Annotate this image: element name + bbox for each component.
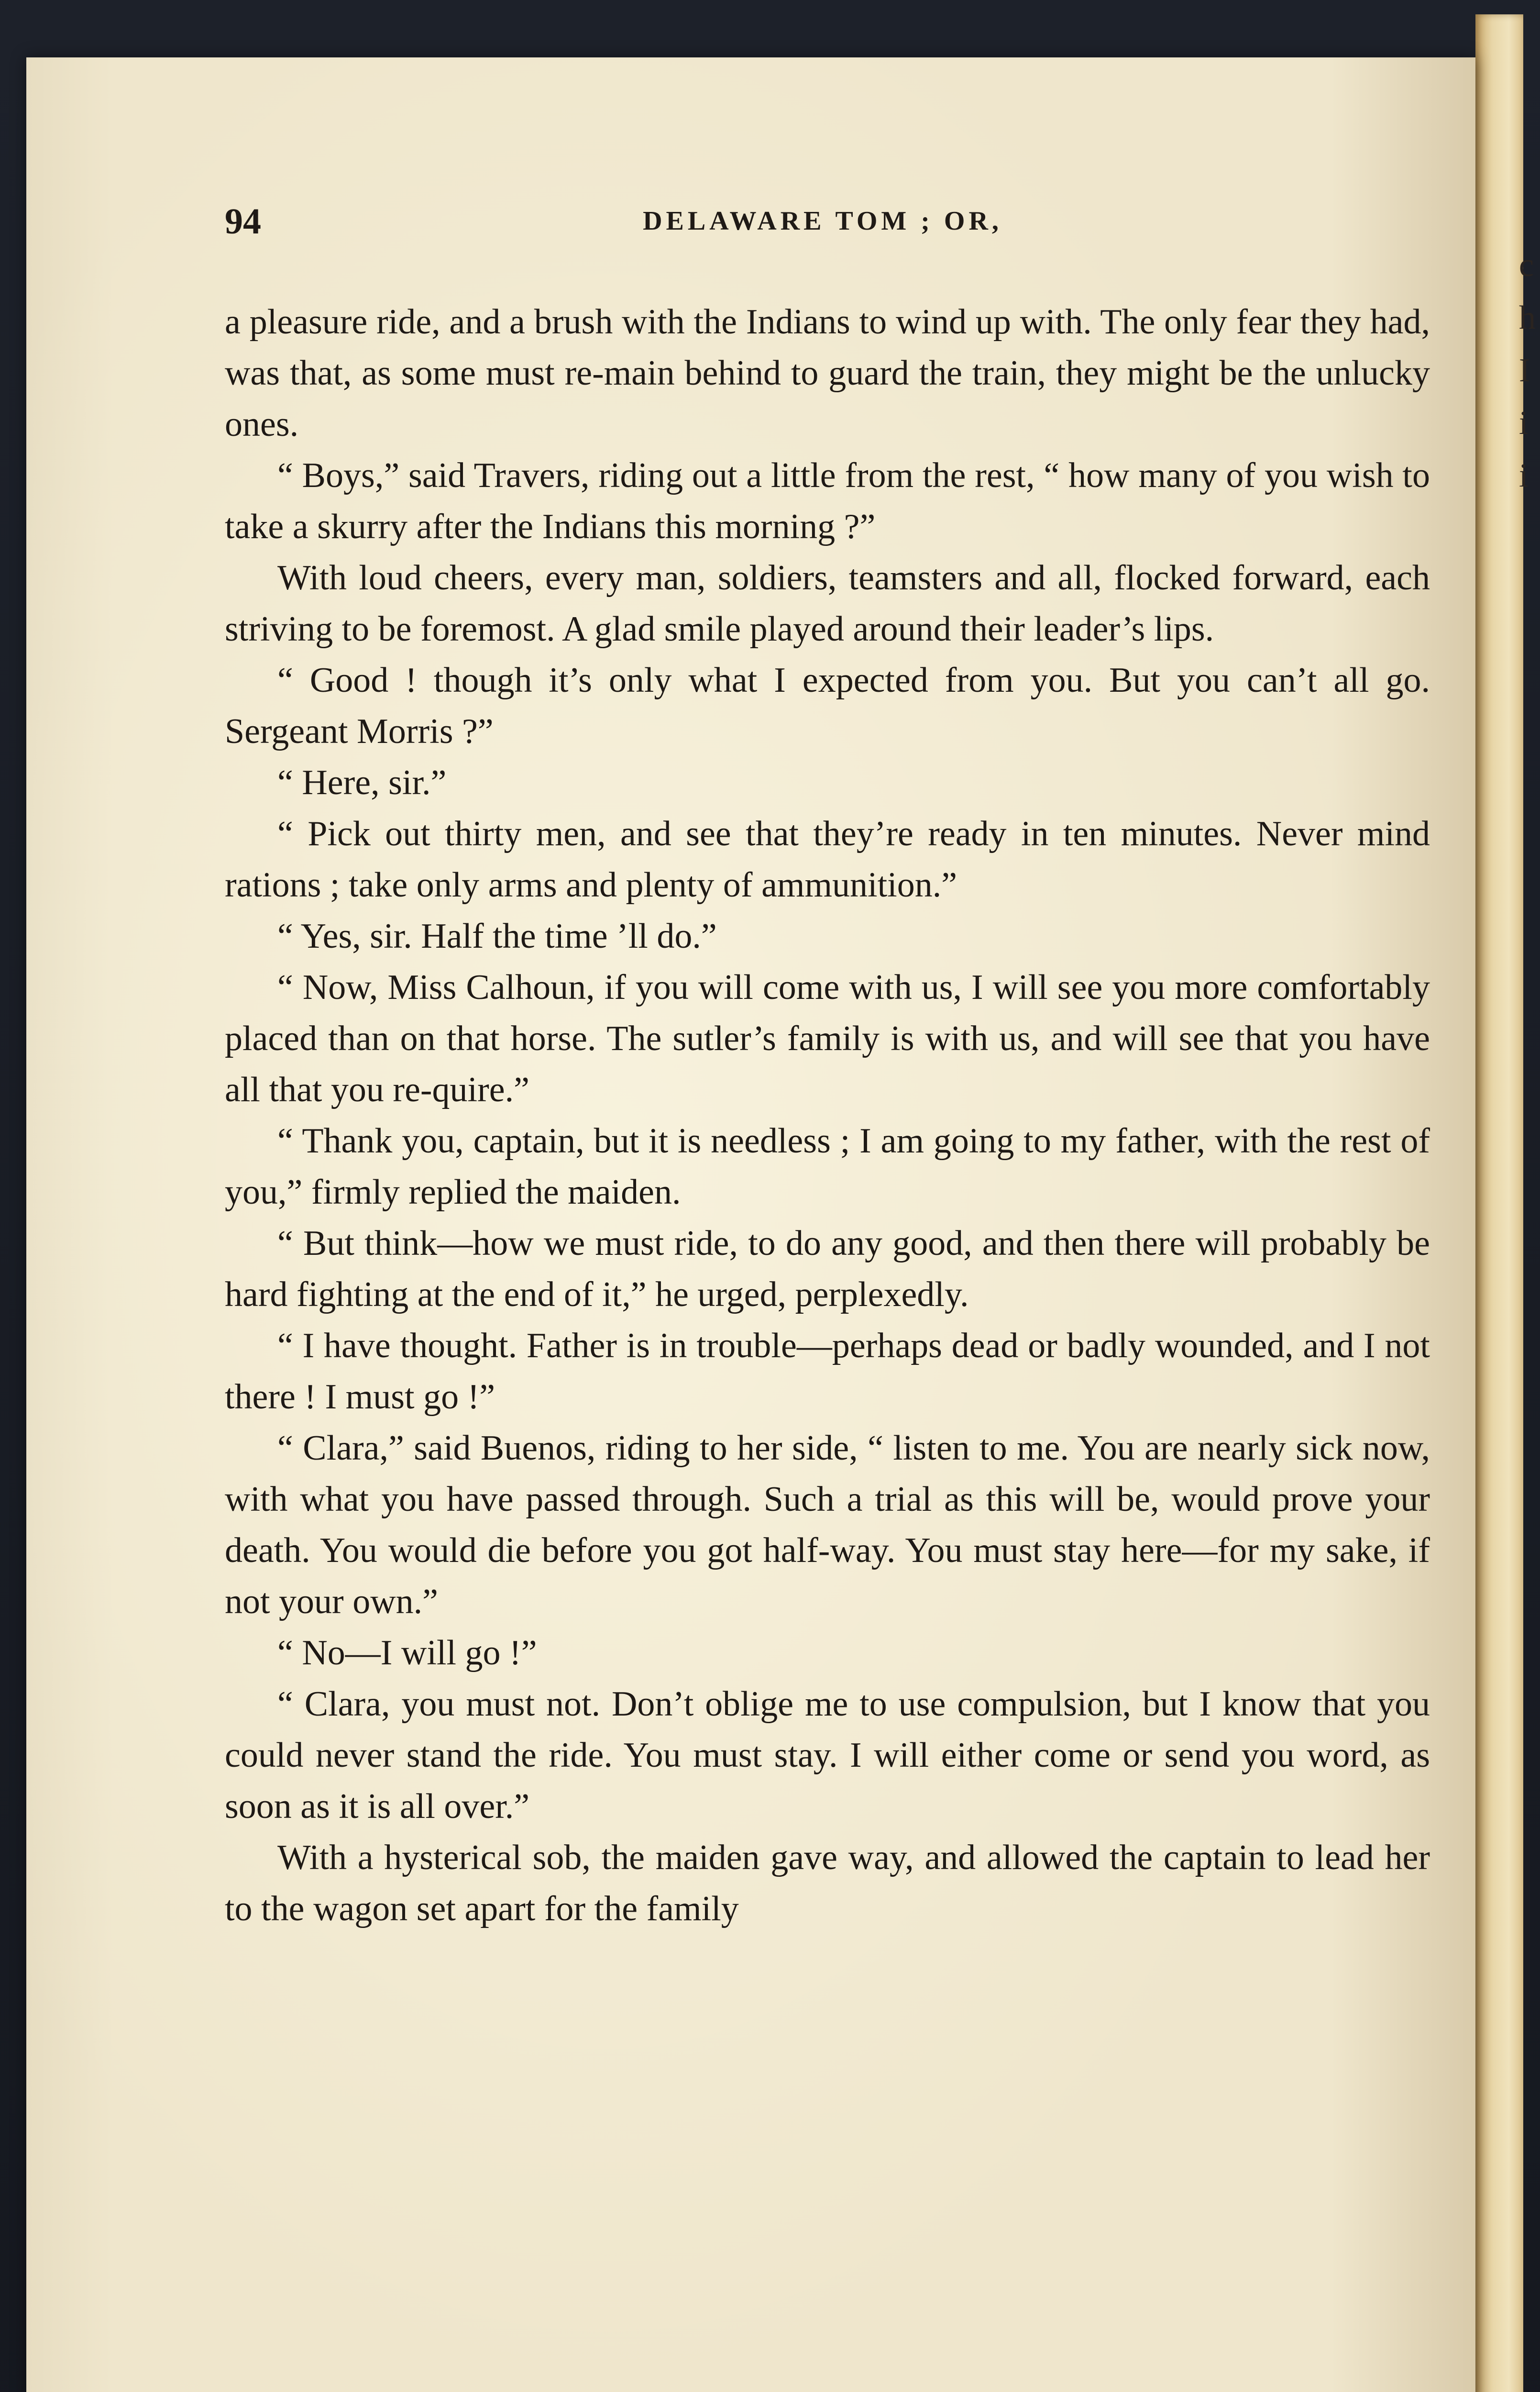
paragraph: “ Good ! though it’s only what I expected from you. But you can’t all go. Sergeant Morris ?”: [225, 661, 1430, 751]
paragraph: “ Yes, sir. Half the time ’ll do.”: [277, 917, 717, 956]
paragraph: “ But think—how we must ride, to do any good, and then there will probably be hard fighting at the end of it,” he urged, perplexedly.: [225, 1224, 1430, 1314]
paragraph: “ I have thought. Father is in trouble—perhaps dead or badly wounded, and I not there ! I must go !”: [225, 1326, 1430, 1417]
page-number: 94: [225, 201, 261, 242]
next-page-text-fragment: [1519, 239, 1540, 622]
next-page-letter: c: [1519, 247, 1534, 284]
next-page-letter: i: [1519, 405, 1529, 442]
paragraph: With a hysterical sob, the maiden gave way, and allowed the captain to lead her to the wagon set apart for the family: [225, 1838, 1430, 1928]
paragraph: “ Clara,” said Buenos, riding to her side, “ listen to me. You are nearly sick now, with what you have passed through. Such a trial as this will be, would prove your death. You would die before you got half-way. You must stay here—for my sake, if not your own.”: [225, 1429, 1430, 1621]
paragraph: a pleasure ride, and a brush with the Indians to wind up with. The only fear they had, was that, as some must re-main behind to guard the train, they might be the unlucky ones.: [225, 302, 1430, 444]
next-page-letter: h: [1519, 299, 1536, 336]
paragraph: “ Boys,” said Travers, riding out a little from the rest, “ how many of you wish to take a skurry after the Indians this morning ?”: [225, 456, 1430, 546]
next-page-edge: [1475, 14, 1523, 2392]
paragraph: “ No—I will go !”: [277, 1633, 537, 1672]
body-text: [225, 297, 1430, 1935]
paragraph: With loud cheers, every man, soldiers, teamsters and all, flocked forward, each striving to be foremost. A glad smile played around their leader’s lips.: [225, 558, 1430, 649]
paragraph: “ Clara, you must not. Don’t oblige me to use compulsion, but I know that you could never stand the ride. You must stay. I will either come or send you word, as soon as it is all over.”: [225, 1684, 1430, 1826]
next-page-letter: I: [1519, 352, 1530, 389]
paragraph: “ Pick out thirty men, and see that they’re ready in ten minutes. Never mind rations ; take only arms and plenty of ammunition.”: [225, 814, 1430, 905]
running-head: DELAWARE TOM ; OR,: [643, 206, 1002, 236]
paragraph: “ Thank you, captain, but it is needless ; I am going to my father, with the rest of you,” firmly replied the maiden.: [225, 1121, 1430, 1212]
paragraph: “ Here, sir.”: [277, 763, 447, 802]
page-header: [225, 201, 1435, 249]
next-page-letter: i: [1519, 457, 1529, 494]
paragraph: “ Now, Miss Calhoun, if you will come with us, I will see you more comfortably placed than on that horse. The sutler’s family is with us, and will see that you have all that you re-quire.”: [225, 968, 1430, 1109]
